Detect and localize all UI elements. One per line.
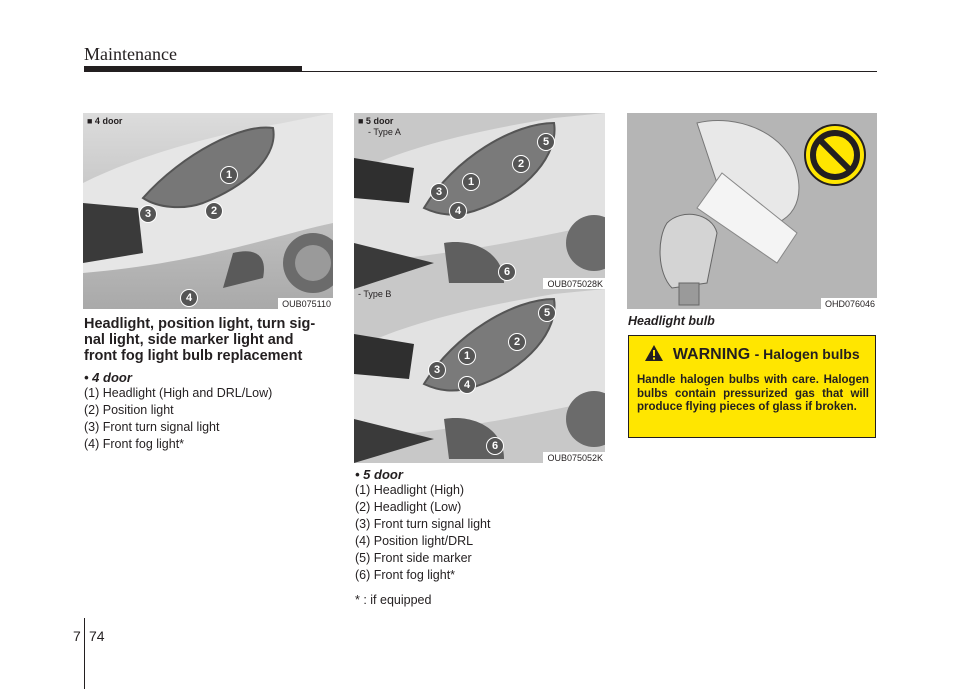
list-item: (3) Front turn signal light xyxy=(84,420,220,434)
list-item: (4) Front fog light* xyxy=(84,437,185,451)
car-5-door-type-a-illustration xyxy=(354,113,605,289)
callout-2: 2 xyxy=(512,155,530,173)
warning-subtitle: - Halogen bulbs xyxy=(754,346,860,362)
callout-5: 5 xyxy=(538,304,556,322)
list-item: (1) Headlight (High and DRL/Low) xyxy=(84,386,273,400)
figure-code: OUB075028K xyxy=(543,278,605,289)
figure-4-door xyxy=(83,113,333,309)
car-5-door-type-b-illustration xyxy=(354,289,605,463)
header-rule-thick xyxy=(84,66,302,72)
warning-triangle-icon xyxy=(644,344,664,362)
left-text-column xyxy=(84,316,334,453)
section-title: Maintenance xyxy=(84,44,177,64)
callout-3: 3 xyxy=(430,183,448,201)
callout-2: 2 xyxy=(508,333,526,351)
figure-headlight-bulb xyxy=(627,113,877,309)
figure-code: OHD076046 xyxy=(821,298,877,309)
page-number: 74 xyxy=(89,628,105,644)
subheading-5-door: • 5 door xyxy=(355,467,403,482)
warning-header xyxy=(629,344,875,364)
figure-5-door-type-a xyxy=(354,113,605,289)
list-item: (2) Headlight (Low) xyxy=(355,500,462,514)
callout-4: 4 xyxy=(449,202,467,220)
bulb-handling-illustration xyxy=(627,113,877,309)
bulb-caption: Headlight bulb xyxy=(628,314,715,328)
header-rule-thin xyxy=(302,71,877,72)
no-touch-sign-icon xyxy=(805,125,865,185)
figure-code: OUB075110 xyxy=(278,298,333,309)
warning-title: WARNING xyxy=(672,346,751,363)
callout-6: 6 xyxy=(486,437,504,455)
list-item: (4) Position light/DRL xyxy=(355,534,474,548)
callout-6: 6 xyxy=(498,263,516,281)
heading-line: nal light, side marker light and xyxy=(84,332,294,348)
callout-5: 5 xyxy=(537,133,555,151)
bulb-list-4-door xyxy=(84,385,334,453)
list-item: (3) Front turn signal light xyxy=(355,517,491,531)
figure-code: OUB075052K xyxy=(543,452,605,463)
heading-line: Headlight, position light, turn sig- xyxy=(84,316,316,332)
callout-4: 4 xyxy=(180,289,198,307)
callout-1: 1 xyxy=(220,166,238,184)
callout-4: 4 xyxy=(458,376,476,394)
list-item: (2) Position light xyxy=(84,403,174,417)
warning-box xyxy=(628,335,876,438)
heading-line: front fog light bulb replacement xyxy=(84,348,303,364)
list-item: (5) Front side marker xyxy=(355,551,472,565)
chapter-number: 7 xyxy=(73,628,81,644)
callout-2: 2 xyxy=(205,202,223,220)
footnote: * : if equipped xyxy=(355,593,432,607)
callout-1: 1 xyxy=(462,173,480,191)
callout-3: 3 xyxy=(428,361,446,379)
section-heading xyxy=(84,316,334,364)
figure-label: ■ 4 door xyxy=(87,116,123,126)
figure-label: ■ 5 door xyxy=(358,116,394,126)
footer-rule xyxy=(84,618,85,689)
bulb-list-5-door xyxy=(355,482,605,584)
callout-1: 1 xyxy=(458,347,476,365)
list-item: (1) Headlight (High) xyxy=(355,483,465,497)
callout-3: 3 xyxy=(139,205,157,223)
figure-type-label: - Type B xyxy=(358,289,392,299)
warning-text: Handle halogen bulbs with care. Halogen bulbs contain pressurized gas that will produce flying pieces of glass if broken. xyxy=(637,374,869,413)
list-item: (6) Front fog light* xyxy=(355,568,456,582)
figure-type-label: - Type A xyxy=(368,127,401,137)
subheading-4-door: • 4 door xyxy=(84,370,132,385)
middle-text-column xyxy=(355,467,605,609)
figure-5-door-type-b xyxy=(354,289,605,463)
